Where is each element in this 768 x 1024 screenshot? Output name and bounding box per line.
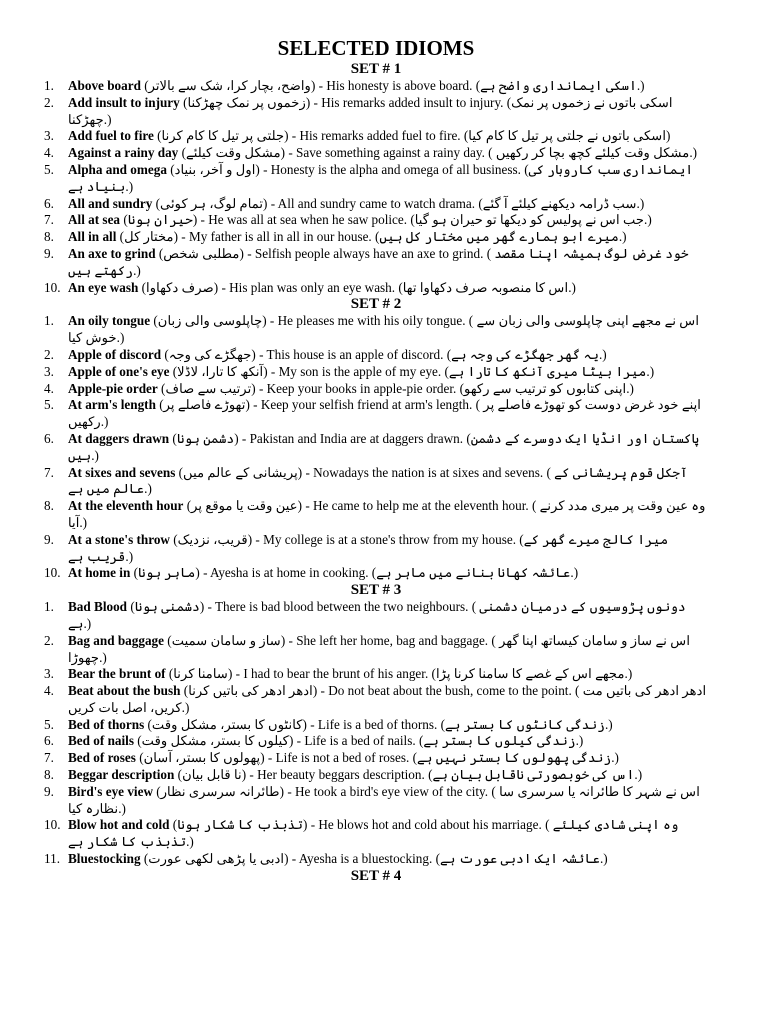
idiom-item bbox=[44, 532, 708, 566]
item-number: 9. bbox=[44, 783, 54, 799]
idiom-term: Blow hot and cold bbox=[68, 817, 170, 833]
idiom-term: All at sea bbox=[68, 212, 121, 228]
idiom-set bbox=[44, 61, 708, 296]
set-heading: SET # 3 bbox=[350, 582, 402, 599]
idiom-item bbox=[44, 683, 708, 717]
idiom-list bbox=[44, 599, 708, 868]
idiom-item bbox=[44, 465, 708, 499]
item-number: 6. bbox=[44, 195, 54, 211]
idiom-term: At a stone's throw bbox=[68, 531, 170, 547]
idiom-meaning-example: (تمام لوگ، ہر کوئی) - All and sundry came to watch drama. (سب ڈرامہ دیکھنے کیلئے آ گئے.) bbox=[152, 195, 645, 211]
item-number: 7. bbox=[44, 750, 54, 766]
idiom-meaning-example: (کانٹوں کا بستر، مشکل وقت) - Life is a bed of thorns. (زندگی کانٹوں کا بستر ہے.) bbox=[144, 716, 613, 732]
idiom-meaning-example: (ادبی یا پڑھی لکھی عورت) - Ayesha is a bluestocking. (عائشہ ایک ادبی عورت ہے.) bbox=[140, 851, 608, 867]
idiom-item bbox=[44, 162, 708, 196]
idiom-set bbox=[44, 582, 708, 868]
idiom-term: Add insult to injury bbox=[68, 94, 180, 110]
idiom-item bbox=[44, 851, 708, 868]
item-number: 3. bbox=[44, 666, 54, 682]
idiom-meaning-example: (مختار کل) - My father is all in all in our house. (میرے ابو ہمارے گھر میں مختار کل ہیں.) bbox=[116, 229, 627, 245]
item-number: 5. bbox=[44, 161, 54, 177]
idiom-meaning-example: (دشمنی ہونا) - There is bad blood between the two neighbours. ( دونوں پڑوسیوں کے درمیان دشمنی ہے.) bbox=[68, 599, 686, 631]
idiom-term: Bad Blood bbox=[68, 599, 128, 615]
idiom-meaning-example: (زخموں پر نمک چھڑکنا) - His remarks added insult to injury. (اسکی باتوں نے زخموں پر نمک چھڑکنا.) bbox=[68, 94, 673, 127]
document-title: SELECTED IDIOMS bbox=[277, 36, 475, 60]
idiom-term: An eye wash bbox=[68, 279, 139, 295]
idiom-meaning-example: (تھوڑے فاصلے پر) - Keep your selfish friend at arm's length. ( اپنے خود غرض دوست کو تھوڑے فاصلے پر رکھیں.) bbox=[68, 397, 701, 430]
idiom-item bbox=[44, 431, 708, 465]
idiom-item bbox=[44, 364, 708, 381]
item-number: 7. bbox=[44, 212, 54, 228]
idiom-term: At home in bbox=[68, 565, 131, 581]
idiom-meaning-example: (حیران ہونا) - He was all at sea when he saw police. (جب اس نے پولیس کو دیکھا تو حیران ہو گیا.) bbox=[120, 212, 652, 228]
idiom-term: Apple of one's eye bbox=[68, 363, 170, 379]
idiom-term: Beat about the bush bbox=[68, 683, 181, 699]
idiom-term: Bag and baggage bbox=[68, 632, 164, 648]
idiom-term: Bed of roses bbox=[68, 750, 136, 766]
idiom-item bbox=[44, 633, 708, 667]
idiom-sets bbox=[44, 61, 708, 885]
item-number: 2. bbox=[44, 94, 54, 110]
idiom-term: Bluestocking bbox=[68, 851, 141, 867]
idiom-item bbox=[44, 599, 708, 633]
idiom-meaning-example: (واضح، بچار کرا، شک سے بالاتر) - His honesty is above board. (اسکی ایمانداری واضح ہے.) bbox=[140, 78, 645, 93]
idiom-meaning-example: (اول و آخر، بنیاد) - Honesty is the alpha and omega of all business. (ایمانداری سب کاروبار کی بنیاد ہے.) bbox=[68, 161, 694, 194]
item-number: 5. bbox=[44, 397, 54, 413]
item-number: 8. bbox=[44, 767, 54, 783]
item-number: 8. bbox=[44, 229, 54, 245]
idiom-meaning-example: (صرف دکھاوا) - His plan was only an eye wash. (اس کا منصوبہ صرف دکھاوا تھا.) bbox=[138, 279, 576, 295]
idiom-item bbox=[44, 381, 708, 398]
idiom-item bbox=[44, 347, 708, 364]
idiom-meaning-example: (قریب، نزدیک) - My college is at a stone's throw from my house. (میرا کالج میرے گھر کے قریب ہے.) bbox=[68, 531, 669, 564]
idiom-term: An oily tongue bbox=[68, 313, 151, 329]
idiom-term: At the eleventh hour bbox=[68, 498, 184, 514]
item-number: 4. bbox=[44, 380, 54, 396]
idiom-item bbox=[44, 196, 708, 213]
idiom-meaning-example: (پھولوں کا بستر، آسان) - Life is not a bed of roses. (زندگی پھولوں کا بستر نہیں ہے.) bbox=[135, 750, 619, 766]
item-number: 9. bbox=[44, 531, 54, 547]
idiom-item bbox=[44, 212, 708, 229]
idiom-meaning-example: (آنکھ کا تارا، لاڈلا) - My son is the apple of my eye. (میرا بیٹا میری آنکھ کا تارا ہے.) bbox=[169, 363, 655, 379]
idiom-term: All in all bbox=[68, 229, 117, 245]
set-heading: SET # 2 bbox=[350, 296, 402, 313]
idiom-item bbox=[44, 565, 708, 582]
idiom-meaning-example: (طائرانہ سرسری نظار) - He took a bird's eye view of the city. ( اس نے شہر کا طائرانہ یا سرسری سا نظارہ کیا.) bbox=[68, 783, 700, 816]
item-number: 9. bbox=[44, 245, 54, 261]
idiom-meaning-example: (چاپلوسی والی زبان) - He pleases me with his oily tongue. ( اس نے مجھے اپنی چاپلوسی والی زبان سے خوش کیا.) bbox=[68, 313, 700, 346]
item-number: 7. bbox=[44, 464, 54, 480]
idiom-item bbox=[44, 717, 708, 734]
idiom-term: At sixes and sevens bbox=[68, 464, 176, 480]
idiom-meaning-example: (سامنا کرنا) - I had to bear the brunt of his anger. (مجھے اس کے غصے کا سامنا کرنا پڑا.) bbox=[165, 666, 633, 682]
idiom-item bbox=[44, 666, 708, 683]
idiom-term: Bear the brunt of bbox=[68, 666, 166, 682]
item-number: 2. bbox=[44, 632, 54, 648]
idiom-item bbox=[44, 280, 708, 297]
idiom-item bbox=[44, 784, 708, 818]
idiom-meaning-example: (مطلبی شخص) - Selfish people always have an axe to grind. ( خود غرض لوگ ہمیشہ اپنا مقصد رکھتے ہیں.) bbox=[68, 245, 689, 278]
idiom-term: Apple-pie order bbox=[68, 380, 158, 396]
idiom-set bbox=[44, 296, 708, 582]
idiom-term: At arm's length bbox=[68, 397, 156, 413]
idiom-term: Against a rainy day bbox=[68, 145, 179, 161]
item-number: 5. bbox=[44, 716, 54, 732]
idiom-meaning-example: (تذبذب کا شکار ہونا) - He blows hot and cold about his marriage. ( وہ اپنی شادی کیلئے تذبذب کا شکار ہے.) bbox=[68, 817, 679, 850]
item-number: 10. bbox=[44, 565, 61, 581]
idiom-meaning-example: (جلتی پر تیل کا کام کرنا) - His remarks added fuel to fire. (اسکی باتوں نے جلتی پر تیل کا کام کیا) bbox=[153, 128, 671, 144]
item-number: 8. bbox=[44, 498, 54, 514]
idiom-item bbox=[44, 246, 708, 280]
idiom-meaning-example: (جھگڑے کی وجہ) - This house is an apple of discord. (یہ گھر جھگڑے کی وجہ ہے.) bbox=[161, 346, 607, 362]
idiom-item bbox=[44, 145, 708, 162]
idiom-item bbox=[44, 128, 708, 145]
item-number: 1. bbox=[44, 78, 54, 93]
item-number: 1. bbox=[44, 599, 54, 615]
idiom-meaning-example: (ترتیب سے صاف) - Keep your books in apple-pie order. (اپنی کتابوں کو ترتیب سے رکھو.) bbox=[157, 380, 634, 396]
idiom-item bbox=[44, 767, 708, 784]
idiom-term: Beggar description bbox=[68, 767, 175, 783]
set-heading: SET # 1 bbox=[350, 61, 402, 77]
item-number: 4. bbox=[44, 683, 54, 699]
idiom-meaning-example: (عین وقت یا موقع پر) - He came to help me at the eleventh hour. ( وہ عین وقت پر میری مدد کرنے آیا.) bbox=[68, 498, 706, 530]
set-heading: SET # 4 bbox=[350, 867, 402, 884]
item-number: 6. bbox=[44, 430, 54, 446]
item-number: 6. bbox=[44, 733, 54, 749]
idiom-item bbox=[44, 498, 708, 532]
idiom-term: Add fuel to fire bbox=[68, 128, 154, 144]
idiom-item bbox=[44, 397, 708, 431]
idiom-meaning-example: (دشمن ہونا) - Pakistan and India are at daggers drawn. (پاکستان اور انڈیا ایک دوسرے کے دشمن ہیں.) bbox=[68, 430, 700, 463]
idiom-term: Bird's eye view bbox=[68, 783, 153, 799]
item-number: 3. bbox=[44, 363, 54, 379]
idiom-item bbox=[44, 95, 708, 129]
item-number: 4. bbox=[44, 145, 54, 161]
idiom-set bbox=[44, 868, 708, 885]
idiom-meaning-example: (کیلوں کا بستر، مشکل وقت) - Life is a bed of nails. (زندگی کیلوں کا بستر ہے.) bbox=[133, 733, 584, 749]
idiom-term: Bed of nails bbox=[68, 733, 134, 749]
idiom-list bbox=[44, 313, 708, 582]
idiom-meaning-example: (نا قابل بیان) - Her beauty beggars description. (اس کی خوبصورتی ناقابل بیان ہے.) bbox=[174, 767, 643, 783]
idiom-term: All and sundry bbox=[68, 195, 153, 211]
idiom-meaning-example: (پریشانی کے عالم میں) - Nowadays the nation is at sixes and sevens. ( آجکل قوم پریشانی کے عالم میں ہے.) bbox=[68, 464, 688, 497]
item-number: 1. bbox=[44, 313, 54, 329]
idiom-item bbox=[44, 313, 708, 347]
item-number: 10. bbox=[44, 279, 61, 295]
idiom-list bbox=[44, 78, 708, 296]
idiom-meaning-example: (ساز و سامان سمیت) - She left her home, bag and baggage. ( اس نے ساز و سامان کیساتھ اپنا گھر چھوڑا.) bbox=[68, 632, 690, 665]
idiom-term: An axe to grind bbox=[68, 245, 156, 261]
item-number: 11. bbox=[44, 851, 60, 867]
item-number: 3. bbox=[44, 128, 54, 144]
idiom-term: Apple of discord bbox=[68, 346, 162, 362]
idiom-item bbox=[44, 229, 708, 246]
idiom-term: At daggers drawn bbox=[68, 430, 170, 446]
idiom-item bbox=[44, 817, 708, 851]
idiom-meaning-example: (ادھر ادھر کی باتیں کرنا) - Do not beat about the bush, come to the point. ( ادھر ادھر کی باتیں مت کریں، اصل بات کریں.) bbox=[68, 683, 707, 715]
item-number: 10. bbox=[44, 817, 61, 833]
idiom-item bbox=[44, 733, 708, 750]
idiom-term: Bed of thorns bbox=[68, 716, 145, 732]
idiom-meaning-example: (ماہر ہونا) - Ayesha is at home in cooking. (عائشہ کھانا بنانے میں ماہر ہے.) bbox=[130, 565, 579, 581]
item-number: 2. bbox=[44, 346, 54, 362]
idiom-meaning-example: (مشکل وقت کیلئے) - Save something against a rainy day. ( مشکل وقت کیلئے کچھ بچا کر رکھیں.) bbox=[178, 145, 698, 161]
idiom-item bbox=[44, 750, 708, 767]
idiom-item bbox=[44, 78, 708, 95]
idiom-term: Alpha and omega bbox=[68, 161, 167, 177]
idiom-term: Above board bbox=[68, 78, 141, 93]
